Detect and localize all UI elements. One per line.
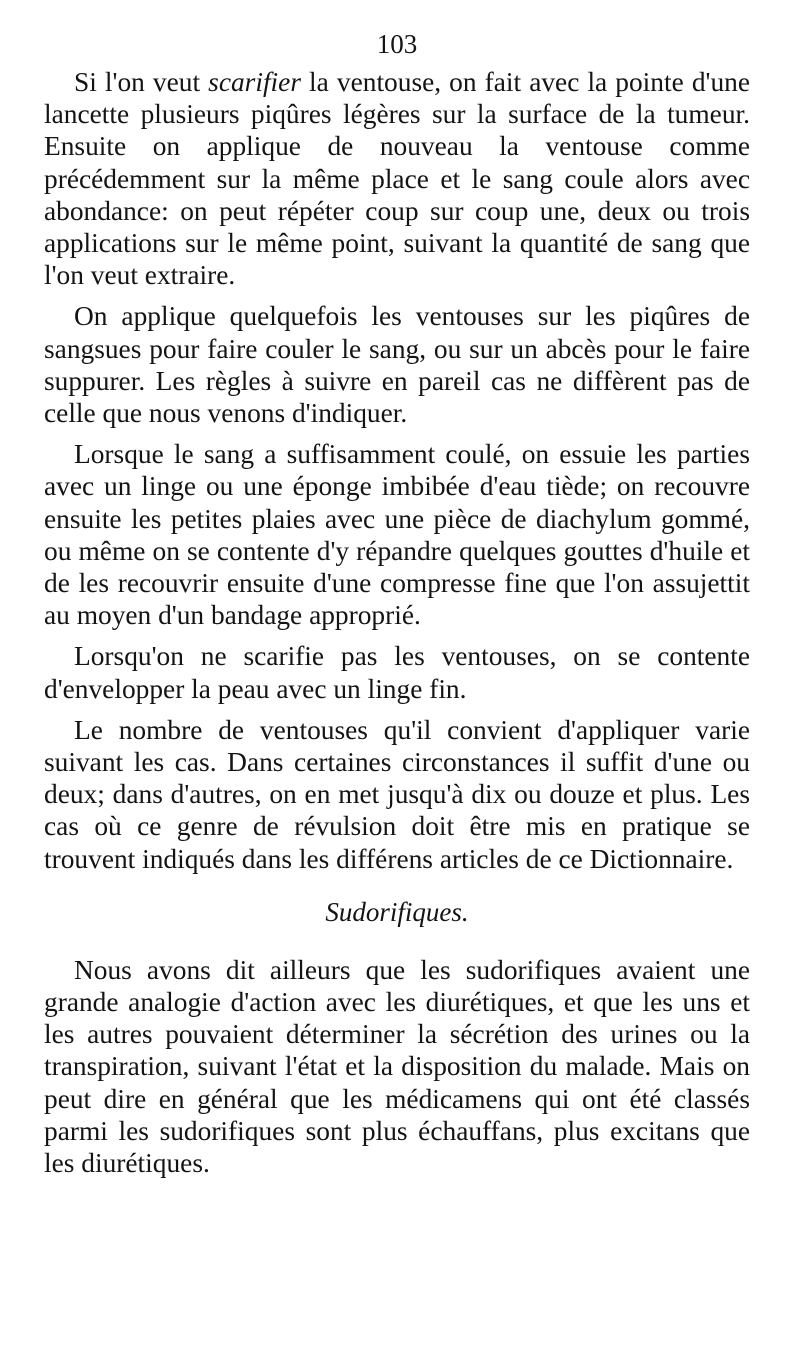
paragraph-scarification [44, 66, 750, 291]
paragraph-sudorifics: Nous avons dit ailleurs que les sudorifiques avaient une grande analogie d'action avec les diurétiques, et que les uns et les autres pouvaient déterminer la sécrétion des urines ou la transpiration, suivant l'état et la disposition du malade. Mais on peut dire en général que les médicamens qui ont été classés parmi les sudorifiques sont plus échauffans, plus excitans que les diurétiques. [44, 954, 750, 1179]
paragraph-wound-care: Lorsque le sang a suffisamment coulé, on essuie les parties avec un linge ou une éponge imbibée d'eau tiède; on recouvre ensuite les petites plaies avec une pièce de diachylum gommé, ou même on se contente d'y répandre quelques gouttes d'huile et de les recouvrir ensuite d'une compresse fine que l'on assujettit au moyen d'un bandage approprié. [44, 439, 750, 631]
page-number: 103 [376, 29, 418, 59]
paragraph-text-start: Si l'on veut [74, 67, 209, 97]
paragraph-no-scarification: Lorsqu'on ne scarifie pas les ventouses, on se contente d'envelopper la peau avec un linge fin. [44, 641, 750, 704]
section-title: Sudorifiques. [325, 896, 469, 927]
emphasized-word: scarifier [208, 67, 301, 97]
paragraph-number-of-cups: Le nombre de ventouses qu'il convient d'appliquer varie suivant les cas. Dans certaines circonstances il suffit d'une ou deux; dans d'autres, on en met jusqu'à dix ou douze et plus. Les cas où ce genre de révulsion doit être mis en pratique se trouvent indiqués dans les différens articles de ce Dictionnaire. [44, 714, 750, 874]
paragraph-leeches: On applique quelquefois les ventouses sur les piqûres de sangsues pour faire couler le sang, ou sur un abcès pour le faire suppurer. Les règles à suivre en pareil cas ne diffèrent pas de celle que nous venons d'indiquer. [44, 301, 750, 429]
paragraph-text-rest: la ventouse, on fait avec la pointe d'une lancette plusieurs piqûres légères sur la surface de la tumeur. Ensuite on applique de nouveau la ventouse comme précédemment sur la même place et le sang coule alors avec abondance: on peut répéter coup sur coup une, deux ou trois applications sur le même point, suivant la quantité de sang que l'on veut extraire. [44, 67, 750, 291]
